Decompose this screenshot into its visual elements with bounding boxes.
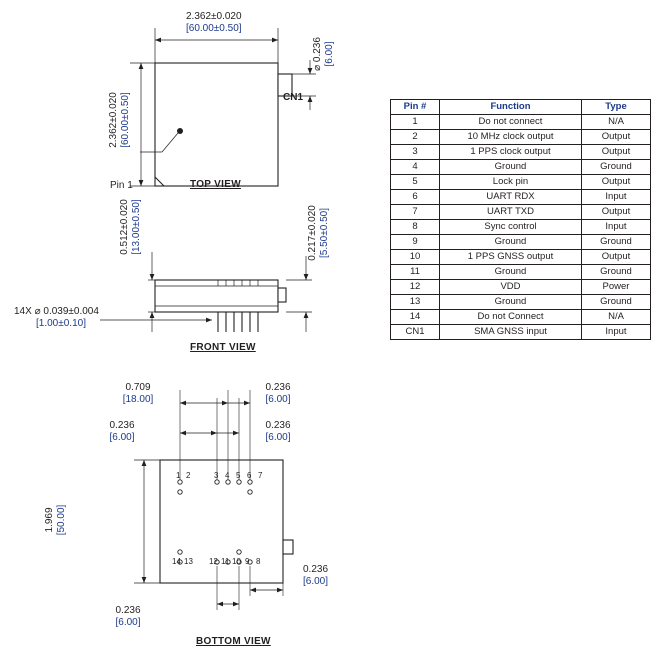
cell-function: Ground (440, 265, 582, 280)
cell-type: N/A (582, 115, 651, 130)
table-row (391, 325, 651, 340)
cell-function: 1 PPS GNSS output (440, 250, 582, 265)
bottom-bottom-mm: [6.00] (115, 617, 141, 628)
cell-pin-number: 10 (391, 250, 440, 265)
table-row (391, 190, 651, 205)
cell-pin-number: 8 (391, 220, 440, 235)
bottom-bottom-inch: 0.236 (115, 605, 141, 616)
cell-type: Ground (582, 295, 651, 310)
pin-assignment-table (390, 99, 651, 340)
front-right-inch: 0.217±0.020 (307, 205, 318, 261)
header-pin-number: Pin # (391, 100, 440, 115)
bottom-dim-top-left (108, 382, 168, 406)
table-row (391, 160, 651, 175)
bottom-pin-number: 2 (186, 471, 191, 480)
pin-diameter-dimension (14, 306, 99, 330)
bottom-top-left-mm: [18.00] (122, 394, 154, 405)
cell-type: Output (582, 175, 651, 190)
table-row (391, 130, 651, 145)
bottom-pin-number: 5 (236, 471, 241, 480)
bottom-dim-side (44, 504, 67, 556)
cn1-diameter-mm: [6.00] (324, 41, 335, 67)
cell-function: SMA GNSS input (440, 325, 582, 340)
bottom-dim-bottom (98, 605, 158, 629)
cell-type: Ground (582, 160, 651, 175)
cn1-diameter-dimension (312, 37, 335, 85)
cell-type: Output (582, 145, 651, 160)
bottom-pin-number: 11 (221, 557, 230, 566)
bottom-side-mm: [50.00] (56, 504, 67, 536)
pin-diameter-mm: [1.00±0.10] (36, 318, 86, 329)
bottom-dim-mid-left (92, 420, 152, 444)
cell-type: Input (582, 220, 651, 235)
cell-pin-number: 13 (391, 295, 440, 310)
table-row (391, 295, 651, 310)
cell-pin-number: 9 (391, 235, 440, 250)
cell-type: N/A (582, 310, 651, 325)
cell-type: Output (582, 130, 651, 145)
top-view-width-dimension (186, 11, 242, 35)
table-row (391, 280, 651, 295)
bottom-dim-top-right (248, 382, 308, 406)
bottom-mid-left-inch: 0.236 (109, 420, 135, 431)
front-height-inch: 0.512±0.020 (119, 199, 130, 255)
table-row (391, 115, 651, 130)
front-view-right-dimension (307, 205, 330, 289)
cell-function: VDD (440, 280, 582, 295)
bottom-pin-number: 3 (214, 471, 219, 480)
cell-type: Input (582, 190, 651, 205)
top-width-mm: [60.00±0.50] (186, 23, 242, 34)
table-row (391, 220, 651, 235)
cell-pin-number: 2 (391, 130, 440, 145)
bottom-dim-right (303, 564, 363, 588)
header-function: Function (440, 100, 582, 115)
cell-type: Input (582, 325, 651, 340)
cell-pin-number: 3 (391, 145, 440, 160)
bottom-right-inch: 0.236 (303, 564, 329, 575)
bottom-side-inch: 1.969 (44, 507, 55, 533)
table-row (391, 310, 651, 325)
cell-pin-number: 5 (391, 175, 440, 190)
header-type: Type (582, 100, 651, 115)
bottom-pin-number: 14 (172, 557, 181, 566)
pin-diameter-inch: ⌀ 0.039±0.004 (34, 306, 99, 317)
cell-function: 10 MHz clock output (440, 130, 582, 145)
bottom-pin-number: 12 (209, 557, 218, 566)
front-view-title: FRONT VIEW (190, 342, 256, 353)
cell-pin-number: 7 (391, 205, 440, 220)
bottom-mid-right-inch: 0.236 (265, 420, 291, 431)
bottom-pin-number: 8 (256, 557, 261, 566)
cell-pin-number: 14 (391, 310, 440, 325)
table-row (391, 250, 651, 265)
table-row (391, 145, 651, 160)
bottom-mid-left-mm: [6.00] (109, 432, 135, 443)
front-right-mm: [5.50±0.50] (319, 208, 330, 258)
top-view-title: TOP VIEW (190, 179, 241, 190)
pin-qty-label: 14X (14, 306, 32, 317)
cell-function: UART RDX (440, 190, 582, 205)
table-row (391, 235, 651, 250)
bottom-view-title: BOTTOM VIEW (196, 636, 271, 647)
bottom-view-drawing (100, 370, 360, 640)
cell-pin-number: CN1 (391, 325, 440, 340)
top-view-height-dimension (108, 92, 131, 176)
cell-type: Power (582, 280, 651, 295)
bottom-pin-number: 9 (245, 557, 250, 566)
cell-function: Ground (440, 235, 582, 250)
bottom-pin-number: 10 (232, 557, 241, 566)
cell-type: Output (582, 250, 651, 265)
cell-function: Do not connect (440, 115, 582, 130)
table-header-row (391, 100, 651, 115)
bottom-pin-number: 13 (184, 557, 193, 566)
cell-function: Sync control (440, 220, 582, 235)
cell-function: Do not Connect (440, 310, 582, 325)
cn1-diameter-inch: ⌀ 0.236 (312, 37, 323, 71)
cell-pin-number: 4 (391, 160, 440, 175)
front-view-height-dimension (119, 199, 142, 283)
top-height-mm: [60.00±0.50] (120, 92, 131, 148)
table-row (391, 175, 651, 190)
bottom-pin-number: 1 (176, 471, 181, 480)
cell-function: 1 PPS clock output (440, 145, 582, 160)
front-height-mm: [13.00±0.50] (131, 199, 142, 255)
table-row (391, 265, 651, 280)
cn1-label: CN1 (283, 92, 304, 103)
bottom-mid-right-mm: [6.00] (265, 432, 291, 443)
bottom-right-mm: [6.00] (303, 576, 329, 587)
cell-type: Ground (582, 235, 651, 250)
bottom-top-right-inch: 0.236 (265, 382, 291, 393)
pin1-label: Pin 1 (110, 180, 133, 191)
cell-type: Ground (582, 265, 651, 280)
cell-function: Lock pin (440, 175, 582, 190)
bottom-pin-number: 6 (247, 471, 252, 480)
cell-pin-number: 11 (391, 265, 440, 280)
cell-type: Output (582, 205, 651, 220)
cell-pin-number: 1 (391, 115, 440, 130)
bottom-dim-mid-right (248, 420, 308, 444)
table-row (391, 205, 651, 220)
cell-function: Ground (440, 295, 582, 310)
cell-function: Ground (440, 160, 582, 175)
top-height-inch: 2.362±0.020 (108, 92, 119, 148)
bottom-top-right-mm: [6.00] (265, 394, 291, 405)
top-width-inch: 2.362±0.020 (186, 11, 242, 22)
cell-pin-number: 12 (391, 280, 440, 295)
cell-function: UART TXD (440, 205, 582, 220)
bottom-top-left-inch: 0.709 (125, 382, 151, 393)
bottom-pin-number: 7 (258, 471, 263, 480)
cell-pin-number: 6 (391, 190, 440, 205)
bottom-pin-number: 4 (225, 471, 230, 480)
